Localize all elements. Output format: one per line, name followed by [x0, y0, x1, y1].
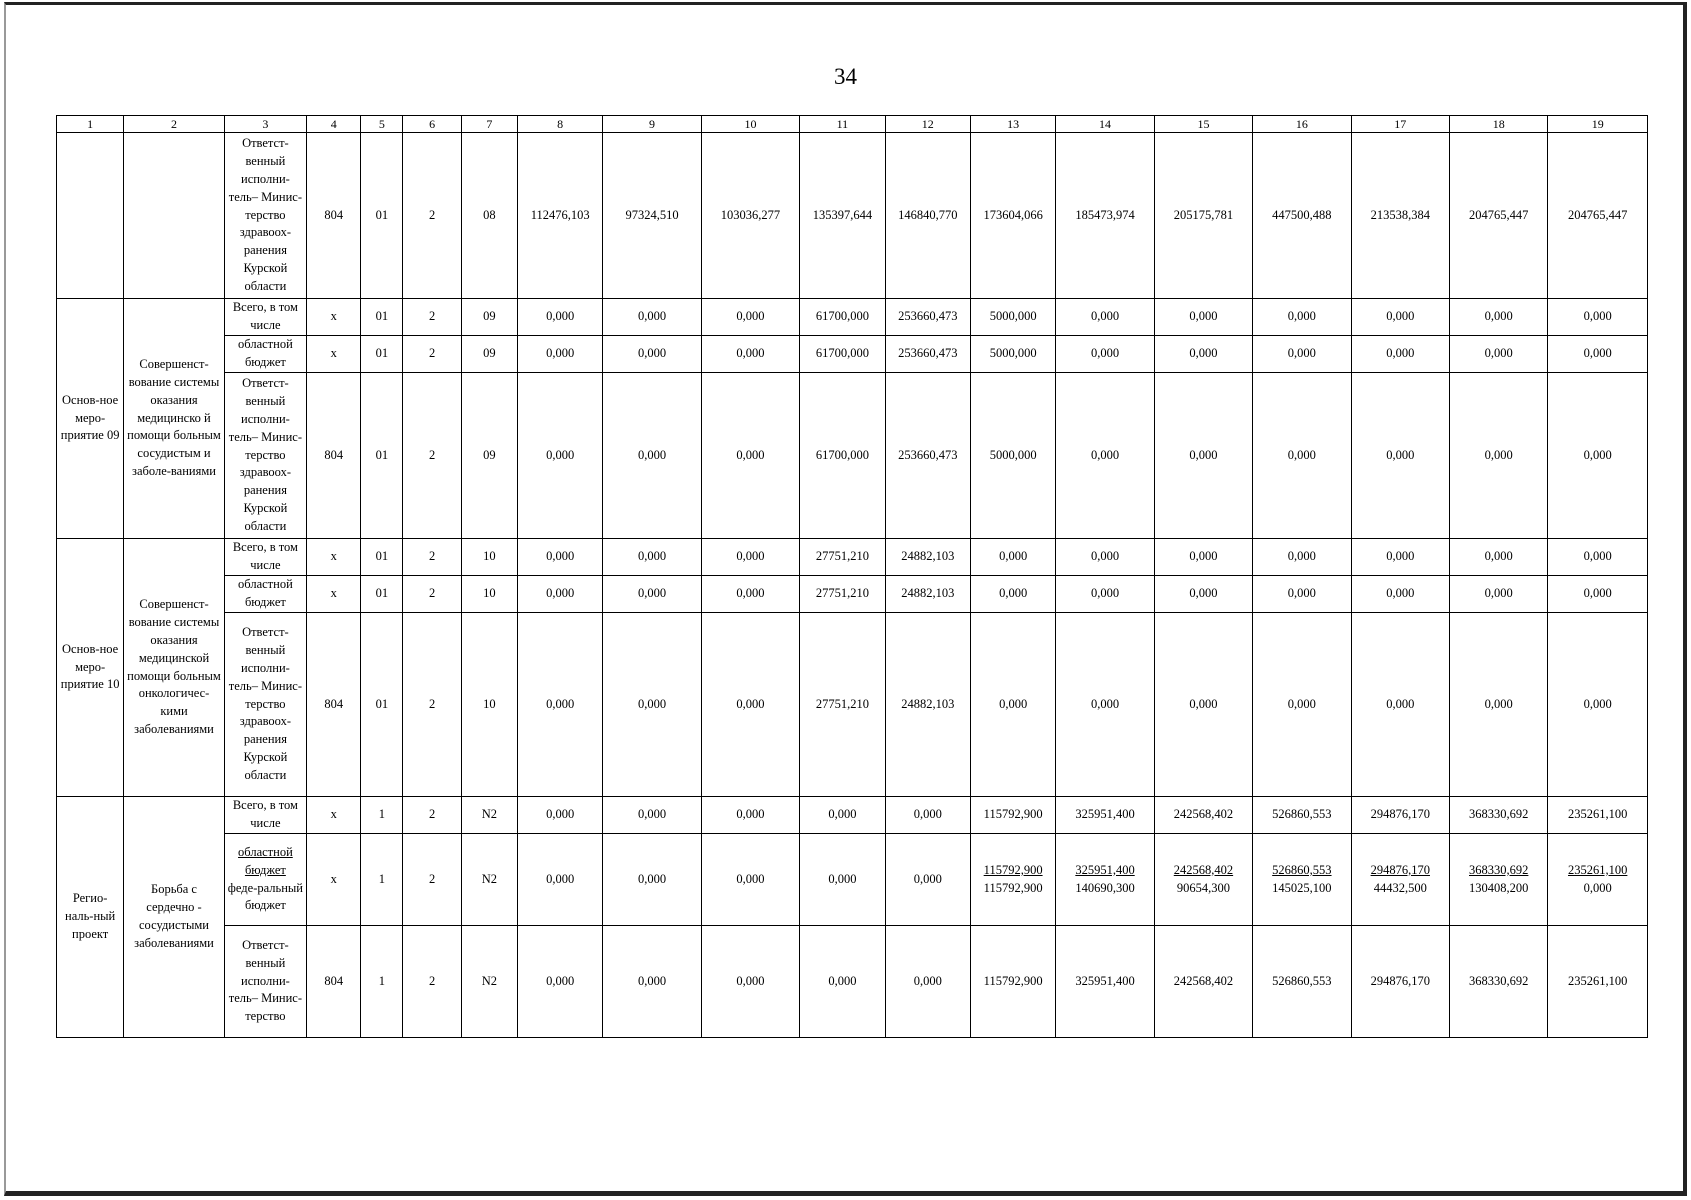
column-header-row	[57, 116, 1648, 133]
column-header: 1	[57, 116, 124, 133]
value-cell: 0,000	[517, 299, 602, 336]
code-cell: 1	[361, 834, 403, 926]
column-header: 14	[1056, 116, 1154, 133]
code-cell: 1	[361, 926, 403, 1038]
regional-value: 368330,692	[1469, 862, 1529, 877]
value-cell: 253660,473	[885, 336, 970, 373]
value-cell: 0,000	[1450, 336, 1548, 373]
value-cell: 0,000	[1154, 299, 1252, 336]
federal-budget-label: феде-ральный бюджет	[227, 880, 303, 913]
value-cell: 0,000	[517, 613, 602, 797]
value-cell: 0,000	[603, 926, 701, 1038]
column-header: 18	[1450, 116, 1548, 133]
column-header: 3	[224, 116, 306, 133]
value-cell: 103036,277	[701, 133, 799, 299]
code-cell: 01	[361, 133, 403, 299]
code-cell: 01	[361, 613, 403, 797]
value-cell: 204765,447	[1450, 133, 1548, 299]
value-cell: 235261,100	[1548, 797, 1648, 834]
value-cell: 0,000	[1253, 613, 1351, 797]
value-cell: 0,000	[603, 613, 701, 797]
code-cell: 09	[461, 373, 517, 539]
value-cell: 368330,692	[1450, 926, 1548, 1038]
value-cell: 0,000	[517, 373, 602, 539]
code-cell: 01	[361, 576, 403, 613]
value-cell: 0,000	[1450, 613, 1548, 797]
code-cell: 01	[361, 299, 403, 336]
code-cell: 804	[307, 133, 361, 299]
split-value-cell	[1154, 834, 1252, 926]
value-cell: 27751,210	[800, 613, 885, 797]
regional-value: 325951,400	[1075, 862, 1135, 877]
value-cell: 0,000	[1548, 539, 1648, 576]
code-cell: 10	[461, 576, 517, 613]
column-header: 19	[1548, 116, 1648, 133]
value-cell: 0,000	[970, 613, 1055, 797]
column-header: 11	[800, 116, 885, 133]
value-cell: 0,000	[1351, 613, 1449, 797]
value-cell: 97324,510	[603, 133, 701, 299]
value-cell: 0,000	[1056, 576, 1154, 613]
value-cell: 0,000	[1351, 576, 1449, 613]
value-cell: 0,000	[517, 336, 602, 373]
value-cell: 0,000	[1548, 373, 1648, 539]
code-cell: 01	[361, 539, 403, 576]
value-cell: 0,000	[603, 373, 701, 539]
event-description-cell: Совершенст-вование системы оказания медицинско й помощи больным сосудистым и заболе-ваниями	[124, 299, 224, 539]
value-cell: 0,000	[885, 797, 970, 834]
split-value-cell	[970, 834, 1055, 926]
responsible-cell: Всего, в том числе	[224, 797, 306, 834]
column-header: 8	[517, 116, 602, 133]
value-cell: 0,000	[1548, 613, 1648, 797]
event-name-cell: Основ-ное меро-приятие 09	[57, 299, 124, 539]
split-value-cell	[1253, 834, 1351, 926]
value-cell: 0,000	[603, 336, 701, 373]
value-cell: 0,000	[1154, 539, 1252, 576]
column-header: 2	[124, 116, 224, 133]
value-cell: 0,000	[517, 834, 602, 926]
value-cell: 5000,000	[970, 373, 1055, 539]
value-cell: 112476,103	[517, 133, 602, 299]
value-cell: 0,000	[701, 613, 799, 797]
code-cell: 01	[361, 373, 403, 539]
code-cell: х	[307, 539, 361, 576]
federal-value: 140690,300	[1075, 880, 1135, 895]
value-cell: 61700,000	[800, 336, 885, 373]
event-description-cell: Совершенст-вование системы оказания медицинской помощи больным онкологичес-кими заболеваниями	[124, 539, 224, 797]
code-cell: 10	[461, 613, 517, 797]
value-cell: 0,000	[603, 834, 701, 926]
value-cell: 0,000	[885, 834, 970, 926]
value-cell: 0,000	[517, 797, 602, 834]
code-cell: 09	[461, 336, 517, 373]
value-cell: 0,000	[701, 576, 799, 613]
value-cell: 0,000	[517, 926, 602, 1038]
value-cell: 294876,170	[1351, 797, 1449, 834]
value-cell: 325951,400	[1056, 926, 1154, 1038]
code-cell: х	[307, 797, 361, 834]
value-cell: 0,000	[1056, 539, 1154, 576]
value-cell: 5000,000	[970, 299, 1055, 336]
value-cell: 27751,210	[800, 576, 885, 613]
split-value-cell	[1548, 834, 1648, 926]
code-cell: 2	[403, 373, 461, 539]
value-cell: 0,000	[701, 373, 799, 539]
federal-value: 0,000	[1583, 880, 1612, 895]
code-cell: 1	[361, 797, 403, 834]
column-header: 5	[361, 116, 403, 133]
table-row	[57, 373, 1648, 539]
column-header: 17	[1351, 116, 1449, 133]
value-cell: 24882,103	[885, 613, 970, 797]
value-cell: 0,000	[970, 576, 1055, 613]
value-cell: 0,000	[701, 336, 799, 373]
table-row	[57, 834, 1648, 926]
responsible-cell: Ответст-венный исполни-тель– Минис-терство здравоох-ранения Курской области	[224, 613, 306, 797]
value-cell: 0,000	[1056, 336, 1154, 373]
value-cell: 0,000	[603, 576, 701, 613]
column-header: 15	[1154, 116, 1252, 133]
value-cell: 0,000	[800, 926, 885, 1038]
value-cell: 135397,644	[800, 133, 885, 299]
responsible-cell: Ответст-венный исполни-тель– Минис-терство здравоох-ранения Курской области	[224, 133, 306, 299]
column-header: 13	[970, 116, 1055, 133]
code-cell: 2	[403, 299, 461, 336]
responsible-cell: областной бюджет	[224, 336, 306, 373]
code-cell: х	[307, 576, 361, 613]
code-cell: 804	[307, 926, 361, 1038]
budget-table	[56, 115, 1648, 1038]
value-cell: 0,000	[1548, 336, 1648, 373]
code-cell: 09	[461, 299, 517, 336]
event-name-cell: Регио-наль-ный проект	[57, 797, 124, 1038]
value-cell: 0,000	[1253, 539, 1351, 576]
value-cell: 0,000	[885, 926, 970, 1038]
responsible-cell: областной бюджет	[224, 576, 306, 613]
value-cell: 0,000	[970, 539, 1055, 576]
value-cell: 0,000	[800, 834, 885, 926]
value-cell: 0,000	[701, 299, 799, 336]
value-cell: 0,000	[1154, 373, 1252, 539]
value-cell: 0,000	[1450, 576, 1548, 613]
value-cell: 24882,103	[885, 576, 970, 613]
column-header: 16	[1253, 116, 1351, 133]
value-cell: 0,000	[1154, 613, 1252, 797]
code-cell: 08	[461, 133, 517, 299]
code-cell: 2	[403, 926, 461, 1038]
value-cell: 0,000	[603, 797, 701, 834]
column-header: 12	[885, 116, 970, 133]
code-cell: N2	[461, 834, 517, 926]
value-cell: 0,000	[1253, 299, 1351, 336]
value-cell: 204765,447	[1548, 133, 1648, 299]
code-cell: 2	[403, 133, 461, 299]
regional-value: 294876,170	[1370, 862, 1430, 877]
value-cell: 0,000	[1351, 373, 1449, 539]
value-cell: 253660,473	[885, 299, 970, 336]
code-cell: N2	[461, 797, 517, 834]
code-cell: 2	[403, 539, 461, 576]
split-value-cell	[1450, 834, 1548, 926]
value-cell: 0,000	[1351, 539, 1449, 576]
value-cell: 115792,900	[970, 926, 1055, 1038]
value-cell: 0,000	[1056, 299, 1154, 336]
value-cell: 0,000	[701, 797, 799, 834]
value-cell: 0,000	[517, 539, 602, 576]
event-description-cell	[124, 133, 224, 299]
code-cell: 2	[403, 613, 461, 797]
table-row	[57, 613, 1648, 797]
code-cell: х	[307, 299, 361, 336]
responsible-cell: Всего, в том числе	[224, 299, 306, 336]
federal-value: 145025,100	[1272, 880, 1332, 895]
code-cell: 2	[403, 576, 461, 613]
value-cell: 0,000	[1253, 373, 1351, 539]
value-cell: 0,000	[1450, 299, 1548, 336]
value-cell: 0,000	[1450, 373, 1548, 539]
value-cell: 0,000	[1253, 576, 1351, 613]
code-cell: 2	[403, 797, 461, 834]
value-cell: 0,000	[1056, 373, 1154, 539]
event-description-cell: Борьба с сердечно - сосудистыми заболеваниями	[124, 797, 224, 1038]
federal-value: 90654,300	[1176, 880, 1230, 895]
code-cell: N2	[461, 926, 517, 1038]
value-cell: 325951,400	[1056, 797, 1154, 834]
column-header: 7	[461, 116, 517, 133]
table-row	[57, 926, 1648, 1038]
table-row	[57, 576, 1648, 613]
table-row	[57, 133, 1648, 299]
table-row	[57, 539, 1648, 576]
value-cell: 0,000	[1548, 299, 1648, 336]
value-cell: 0,000	[1154, 576, 1252, 613]
page-number: 34	[834, 64, 857, 89]
value-cell: 253660,473	[885, 373, 970, 539]
column-header: 6	[403, 116, 461, 133]
value-cell: 185473,974	[1056, 133, 1154, 299]
value-cell: 205175,781	[1154, 133, 1252, 299]
federal-value: 115792,900	[983, 880, 1043, 895]
column-header: 10	[701, 116, 799, 133]
value-cell: 173604,066	[970, 133, 1055, 299]
regional-budget-label: областной бюджет	[238, 844, 293, 877]
value-cell: 61700,000	[800, 373, 885, 539]
value-cell: 235261,100	[1548, 926, 1648, 1038]
value-cell: 0,000	[603, 299, 701, 336]
code-cell: 10	[461, 539, 517, 576]
value-cell: 0,000	[1253, 336, 1351, 373]
column-header: 9	[603, 116, 701, 133]
regional-value: 526860,553	[1272, 862, 1332, 877]
value-cell: 0,000	[701, 539, 799, 576]
value-cell: 24882,103	[885, 539, 970, 576]
value-cell: 526860,553	[1253, 797, 1351, 834]
value-cell: 213538,384	[1351, 133, 1449, 299]
value-cell: 0,000	[1548, 576, 1648, 613]
regional-value: 242568,402	[1173, 862, 1234, 877]
code-cell: 804	[307, 613, 361, 797]
responsible-cell: Всего, в том числе	[224, 539, 306, 576]
value-cell: 0,000	[1351, 299, 1449, 336]
code-cell: 2	[403, 834, 461, 926]
code-cell: 2	[403, 336, 461, 373]
table-row	[57, 797, 1648, 834]
code-cell: х	[307, 834, 361, 926]
value-cell: 294876,170	[1351, 926, 1449, 1038]
value-cell: 0,000	[603, 539, 701, 576]
value-cell: 27751,210	[800, 539, 885, 576]
code-cell: 01	[361, 336, 403, 373]
value-cell: 0,000	[1351, 336, 1449, 373]
split-value-cell	[1056, 834, 1154, 926]
code-cell: х	[307, 336, 361, 373]
column-header: 4	[307, 116, 361, 133]
event-name-cell	[57, 133, 124, 299]
value-cell: 0,000	[1056, 613, 1154, 797]
federal-value: 44432,500	[1373, 880, 1427, 895]
value-cell: 447500,488	[1253, 133, 1351, 299]
event-name-cell: Основ-ное меро-приятие 10	[57, 539, 124, 797]
responsible-cell: Ответст-венный исполни-тель– Минис-терство	[224, 926, 306, 1038]
responsible-cell	[224, 834, 306, 926]
value-cell: 5000,000	[970, 336, 1055, 373]
value-cell: 242568,402	[1154, 797, 1252, 834]
code-cell: 804	[307, 373, 361, 539]
regional-value: 115792,900	[983, 862, 1043, 877]
value-cell: 0,000	[1154, 336, 1252, 373]
table-row	[57, 299, 1648, 336]
table-row	[57, 336, 1648, 373]
responsible-cell: Ответст-венный исполни-тель– Минис-терство здравоох-ранения Курской области	[224, 373, 306, 539]
value-cell: 0,000	[517, 576, 602, 613]
value-cell: 0,000	[800, 797, 885, 834]
value-cell: 115792,900	[970, 797, 1055, 834]
value-cell: 526860,553	[1253, 926, 1351, 1038]
value-cell: 61700,000	[800, 299, 885, 336]
federal-value: 130408,200	[1469, 880, 1529, 895]
value-cell: 0,000	[701, 834, 799, 926]
value-cell: 242568,402	[1154, 926, 1252, 1038]
value-cell: 0,000	[701, 926, 799, 1038]
value-cell: 146840,770	[885, 133, 970, 299]
value-cell: 0,000	[1450, 539, 1548, 576]
value-cell: 368330,692	[1450, 797, 1548, 834]
regional-value: 235261,100	[1568, 862, 1628, 877]
split-value-cell	[1351, 834, 1449, 926]
